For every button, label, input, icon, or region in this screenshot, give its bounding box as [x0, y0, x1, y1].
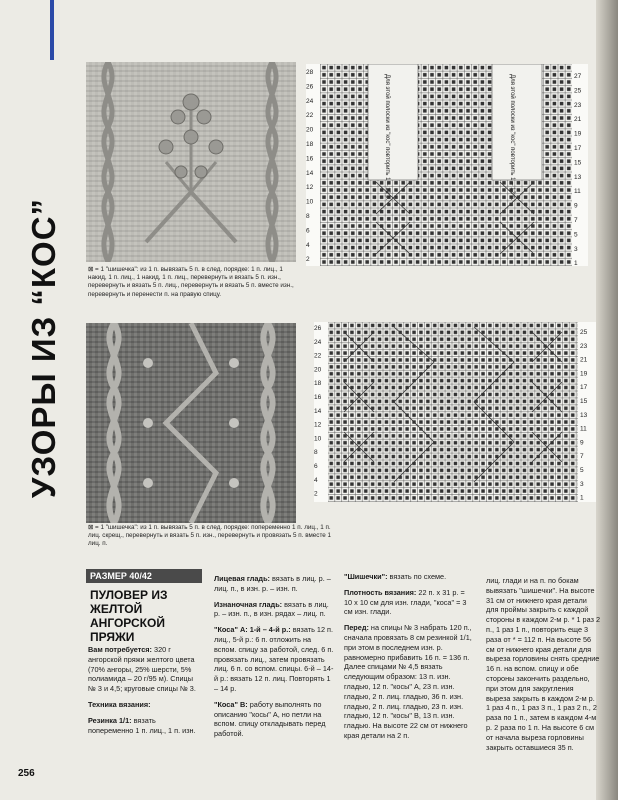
- chart1-left-row-18: 18: [306, 141, 314, 148]
- knit-photo-cables-illustration: [86, 323, 296, 523]
- knitting-chart-2-grid: [314, 322, 596, 502]
- caption-bobble-1: ⊠ = 1 "шишечка": из 1 п. вывязать 5 п. в след. порядке: 1 п. лиц., 1 накид, 1 п. лиц., 1 накид, 1 п. лиц., перевернуть и вязать 5 п. изн., перевернуть и вязать 5 п. лиц., перевернуть и вязать 5 п. вместе изн., перевернуть и перенести п. на правую спицу.: [88, 266, 294, 298]
- stockinette-label: Лицевая гладь:: [214, 574, 270, 583]
- chart2-right-row-1: 1: [580, 494, 584, 502]
- gauge-label: Плотность вязания:: [344, 587, 417, 597]
- chart2-left-row-8: 8: [314, 449, 318, 457]
- chart1-left-row-2: 2: [306, 256, 310, 264]
- knit-photo-cables: [86, 323, 296, 523]
- chart2-right-row-5: 5: [580, 467, 584, 474]
- chart2-left-row-4: 4: [314, 476, 318, 484]
- chart2-left-row-22: 22: [314, 352, 322, 360]
- needs-text: 320 г ангорской пряжи желтого цвета (70% ангоры, 25% шерсти, 5% полиамида – 20 г/95 м). Спицы № 3 и 4,5; круговые спицы № 3.: [88, 645, 196, 694]
- chart1-right-row-21: 21: [574, 116, 582, 124]
- size-banner: РАЗМЕР 40/42: [86, 569, 202, 583]
- chart1-left-row-8: 8: [306, 213, 310, 220]
- bobble-text: вязать по схеме.: [389, 572, 447, 581]
- cable-a-text: вязать 12 п. лиц., 5-й р.: 6 п. отложить на вспом. спицу за работой, след. 6 п. провязать лиц., затем провязать лиц. 6 п. со вспом. спицы. 6-й – 14-й р.: вязать 12 п. лиц. Повторять 1 – 14 р.: [214, 625, 334, 693]
- pullover-title: ПУЛОВЕР ИЗ ЖЕЛТОЙ АНГОРСКОЙ ПРЯЖИ: [90, 588, 168, 644]
- chart1-right-row-25: 25: [574, 87, 582, 95]
- chart1-right-row-9: 9: [574, 202, 578, 210]
- rib-text: вязать попеременно 1 п. лиц., 1 п. изн.: [88, 715, 196, 735]
- vertical-title: [4, 197, 84, 499]
- chart1-right-row-11: 11: [574, 188, 581, 196]
- vertical-title-text: УЗОРЫ ИЗ “КОС”: [25, 197, 62, 499]
- chart1-left-row-22: 22: [306, 112, 314, 120]
- chart2-left-row-10: 10: [314, 435, 322, 443]
- knit-photo-bobbles: [86, 62, 296, 262]
- blue-accent-bar: [50, 0, 54, 60]
- front-label: Перед:: [344, 623, 369, 633]
- chart2-right-row-9: 9: [580, 439, 584, 447]
- stockinette-text: вязать в лиц. р. – лиц. п., в изн. р. – изн. п.: [214, 574, 331, 593]
- chart1-right-row-19: 19: [574, 130, 582, 138]
- knitting-chart-1: [306, 64, 588, 266]
- cable-b-label: "Коса" В:: [214, 699, 248, 709]
- chart1-right-row-13: 13: [574, 173, 582, 181]
- chart2-left-row-12: 12: [314, 421, 322, 429]
- chart2-right-row-7: 7: [580, 453, 584, 461]
- text-column-1: [88, 645, 198, 741]
- chart2-left-row-16: 16: [314, 394, 322, 401]
- chart1-left-row-4: 4: [306, 241, 310, 249]
- chart1-left-row-12: 12: [306, 184, 314, 192]
- page-number: 256: [18, 768, 35, 779]
- chart1-right-row-15: 15: [574, 159, 582, 167]
- chart1-right-row-3: 3: [574, 245, 578, 253]
- chart2-right-row-25: 25: [580, 329, 588, 336]
- chart2-left-row-20: 20: [314, 366, 322, 374]
- caption-bobble-2: ⊠ = 1 "шишечка": из 1 п. вывязать 5 п. в след. порядке: попеременно 1 п. лиц., 1 п. лиц. скрещ., перевернуть и вязать 5 п. изн., перевернуть и провязать 5 п. вместе 1 лиц. п.: [88, 524, 332, 548]
- gauge-text: 22 п. х 31 р. = 10 х 10 см для изн. глади, "коса" = 3 см изн. глади.: [344, 587, 467, 617]
- chart2-right-row-13: 13: [580, 411, 588, 419]
- chart1-left-row-10: 10: [306, 198, 314, 206]
- continued-text: лиц. глади и на п. по бокам вывязать "шишечки". На высоте 31 см от нижнего края детали для проймы закрыть с каждой стороны в каждом 2-м р. * 1 раз 2 п., 1 раз 1 п., повторить еще 3 раза от * = 112 п. На высоте 56 см от нижнего края детали для выреза горловины снять средние 16 п. на вспом. спицу и обе стороны закончить раздельно, при этом для закругления выреза закрыть в каждом 2-м р. 1 раз 4 п., 1 раз 3 п., 1 раз 2 п., 2 раза по 1 п., затем в каждом 4-м р. 2 раза по 1 п. На высоте 6 см от начала выреза горловины закрыть оставшиеся 35 п.: [486, 576, 601, 752]
- chart2-right-row-17: 17: [580, 384, 588, 392]
- knitting-chart-2: [314, 322, 596, 502]
- chart1-right-row-5: 5: [574, 231, 578, 239]
- cable-b-text: работу выполнять по описанию "косы" А, но петли на вспом. спицу откладывать перед работой.: [214, 699, 326, 739]
- chart1-left-row-28: 28: [306, 69, 314, 76]
- chart1-right-row-7: 7: [574, 217, 578, 224]
- chart2-left-row-18: 18: [314, 380, 322, 388]
- chart2-right-row-21: 21: [580, 356, 588, 364]
- reverse-stockinette-label: Изнаночная гладь:: [214, 599, 283, 609]
- chart2-left-row-14: 14: [314, 407, 322, 415]
- knit-photo-bobbles-illustration: [86, 62, 296, 262]
- chart1-left-row-6: 6: [306, 227, 310, 235]
- chart2-left-row-6: 6: [314, 463, 318, 470]
- chart1-right-row-1: 1: [574, 260, 578, 266]
- chart1-left-row-14: 14: [306, 169, 314, 177]
- chart2-right-row-3: 3: [580, 480, 584, 488]
- chart1-right-row-23: 23: [574, 101, 582, 109]
- text-column-3: [344, 572, 474, 747]
- chart1-left-row-16: 16: [306, 155, 314, 163]
- chart2-left-row-24: 24: [314, 338, 322, 346]
- cable-a-label: "Коса" А: 1-й – 4-й р.:: [214, 625, 291, 635]
- chart1-left-row-26: 26: [306, 83, 314, 91]
- reverse-stockinette-text: вязать в лиц. р. – изн. п., в изн. рядах – лиц. п.: [214, 599, 329, 619]
- knitting-chart-1-grid: [306, 64, 588, 266]
- text-column-2: [214, 574, 334, 745]
- chart2-right-row-19: 19: [580, 370, 588, 378]
- needs-label: Вам потребуется:: [88, 645, 152, 654]
- text-column-4: [486, 576, 600, 758]
- chart1-left-row-24: 24: [306, 97, 314, 105]
- chart1-right-row-17: 17: [574, 145, 582, 152]
- chart1-right-row-27: 27: [574, 73, 582, 80]
- bobble-label: "Шишечки":: [344, 572, 388, 581]
- technique-label: Техника вязания:: [88, 699, 151, 709]
- chart1-note-left: Для этой полоски из "кос" повторить 1 – 12 р.: [384, 74, 390, 201]
- chart1-left-row-20: 20: [306, 126, 314, 134]
- rib-label: Резинка 1/1:: [88, 715, 132, 725]
- chart2-right-row-23: 23: [580, 342, 588, 350]
- chart2-left-row-26: 26: [314, 325, 322, 332]
- chart2-left-row-2: 2: [314, 490, 318, 498]
- chart2-right-row-11: 11: [580, 425, 587, 433]
- chart2-right-row-15: 15: [580, 398, 588, 405]
- front-text: на спицы № 3 набрать 120 п., сначала провязать 8 см резинкой 1/1, при этом в последнем изн. р. равномерно прибавить 16 п. = 136 п. Далее спицами № 4,5 вязать следующим образом: 13 п. изн. гладью, 12 п. "косы" А, 23 п. изн. гладью, 2 п. лиц. гладью, 36 п. изн. гладью, 2 п. лиц. гладью, 23 п. изн. гладью, 12 п. "косы" В, 13 п. изн. гладью. На высоте 22 см от нижнего края детали на 2 п.: [344, 623, 472, 740]
- chart1-note-right: Для этой полоски из "кос" повторить 1 – 12 р.: [509, 74, 515, 201]
